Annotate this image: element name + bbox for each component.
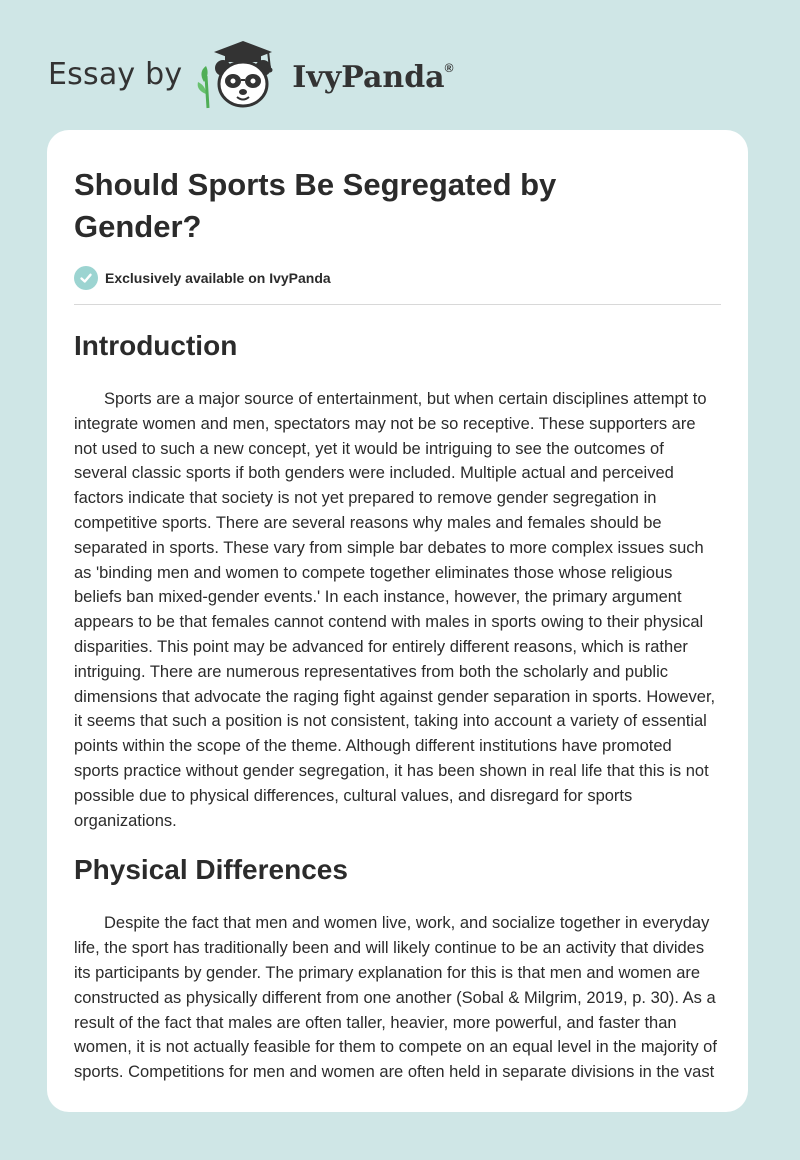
- essay-card: [47, 130, 748, 1112]
- check-icon: [74, 266, 98, 290]
- essay-title: Should Sports Be Segregated by Gender?: [74, 167, 557, 244]
- title-divider: [74, 304, 721, 305]
- section-paragraph-introduction: Sports are a major source of entertainment, but when certain disciplines attempt to integrate women and men, spectators may not be so receptive. These supporters are not used to such a new concept, yet it would be intriguing to see the outcomes of several classic sports if both genders were included. Multiple actual and perceived factors indicate that society is not yet prepared to remove gender segregation in competitive sports. There are several reasons why males and females should be separated in sports. These vary from simple bar debates to more complex issues such as 'binding men and women to compete together eliminates those whose religious beliefs ban mixed-gender events.' In each instance, however, the primary argument appears to be that females cannot contend with males in sports owing to their physical disparities. This point may be advanced for entirely different reasons, which is rather intriguing. There are numerous representatives from both the scholarly and public dimensions that advocate the raging fight against gender separation in sports. However, it seems that such a position is not consistent, taking into account a variety of essential points within the scope of the theme. Although different institutions have promoted sports practice without gender segregation, it has been shown in real life that this is not possible due to physical differences, cultural values, and disregard for sports organizations.: [74, 390, 716, 830]
- panda-logo-icon: [196, 36, 290, 112]
- brand-name: IvyPanda®: [292, 59, 454, 95]
- section-heading-physical-differences: Physical Differences: [74, 854, 348, 886]
- section-paragraph-physical-differences: Despite the fact that men and women live, work, and socialize together in everyday life, the sport has traditionally been and will likely continue to be an activity that divides its participants by gender. The primary explanation for this is that men and women are constructed as physically different from one another (Sobal & Milgrim, 2019, p. 30). As a result of the fact that males are often taller, heavier, more powerful, and faster than women, it is not actually feasible for them to compete on an equal level in the majority of sports. Competitions for men and women are often held in separate divisions in the vast: [74, 914, 717, 1082]
- brand-prefix: Essay by: [48, 56, 183, 92]
- section-heading-introduction: Introduction: [74, 330, 238, 361]
- site-brand[interactable]: [48, 36, 453, 112]
- exclusive-badge: [74, 266, 721, 290]
- badge-label: Exclusively available on IvyPanda: [105, 270, 331, 286]
